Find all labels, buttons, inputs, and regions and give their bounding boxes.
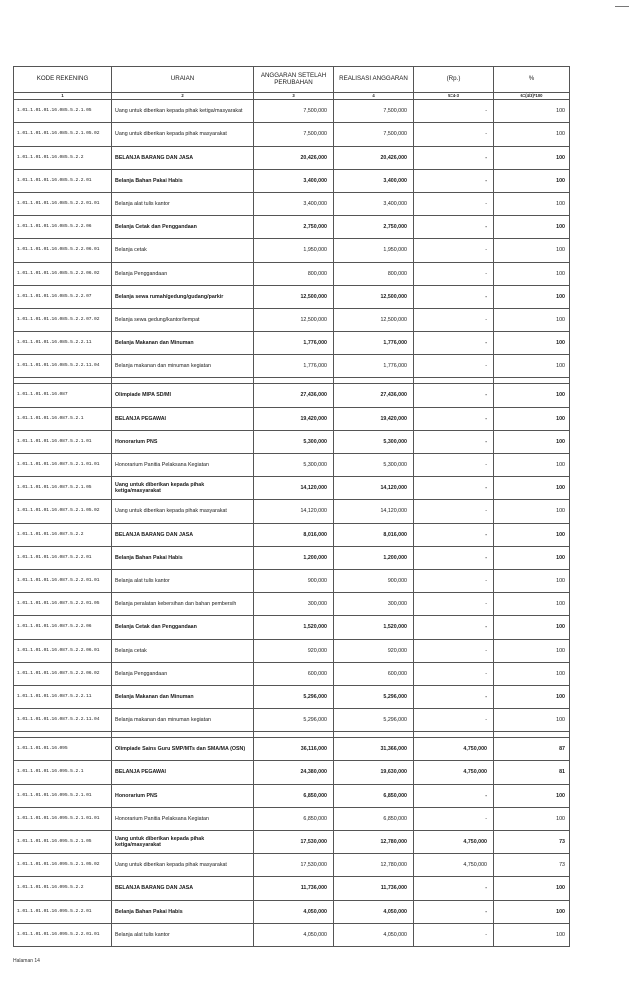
account-code-cell: 1.01.1.01.01.16.095.5.2.1.05.02 <box>14 854 112 877</box>
column-number: 4 <box>334 93 414 100</box>
realization-cell: 5,296,000 <box>334 685 414 708</box>
description-cell: Honorarium Panitia Pelaksana Kegiatan <box>112 807 254 830</box>
percent-cell: 100 <box>494 332 570 355</box>
percent-cell: 100 <box>494 384 570 407</box>
description-cell: BELANJA PEGAWAI <box>112 761 254 784</box>
difference-cell: 4,750,000 <box>414 854 494 877</box>
percent-cell: 100 <box>494 239 570 262</box>
budget-cell: 5,300,000 <box>254 454 334 477</box>
header-uraian: URAIAN <box>112 67 254 93</box>
table-row <box>14 685 570 708</box>
budget-cell: 1,776,000 <box>254 355 334 378</box>
realization-cell: 12,780,000 <box>334 831 414 854</box>
account-code-cell: 1.01.1.01.01.16.095.5.2.1.05 <box>14 831 112 854</box>
table-row <box>14 784 570 807</box>
budget-cell: 24,380,000 <box>254 761 334 784</box>
difference-cell: - <box>414 500 494 523</box>
percent-cell: 100 <box>494 662 570 685</box>
description-cell: Belanja peralatan kebersihan dan bahan pembersih <box>112 593 254 616</box>
table-row <box>14 593 570 616</box>
description-cell: Uang untuk diberikan kepada pihak ketiga/masyarakat <box>112 477 254 500</box>
account-code-cell: 1.01.1.01.01.16.085.5.2.2.11 <box>14 332 112 355</box>
table-row <box>14 900 570 923</box>
account-code-cell: 1.01.1.01.01.16.087 <box>14 384 112 407</box>
difference-cell: - <box>414 569 494 592</box>
account-code-cell: 1.01.1.01.01.16.087.5.2.2.01.01 <box>14 569 112 592</box>
description-cell: Belanja sewa gedung/kantor/tempat <box>112 308 254 331</box>
realization-cell: 4,050,000 <box>334 923 414 946</box>
account-code-cell: 1.01.1.01.01.16.085.5.2.2.07 <box>14 285 112 308</box>
difference-cell: - <box>414 662 494 685</box>
budget-cell: 8,016,000 <box>254 523 334 546</box>
realization-cell: 6,850,000 <box>334 807 414 830</box>
description-cell: Olimpiade MIPA SD/MI <box>112 384 254 407</box>
table-row <box>14 262 570 285</box>
budget-cell: 3,400,000 <box>254 192 334 215</box>
difference-cell: - <box>414 477 494 500</box>
percent-cell: 100 <box>494 146 570 169</box>
budget-cell: 36,116,000 <box>254 738 334 761</box>
table-row <box>14 500 570 523</box>
budget-cell: 1,950,000 <box>254 239 334 262</box>
account-code-cell: 1.01.1.01.01.16.087.5.2.2.06.01 <box>14 639 112 662</box>
difference-cell: - <box>414 877 494 900</box>
budget-cell: 6,850,000 <box>254 807 334 830</box>
description-cell: Belanja cetak <box>112 639 254 662</box>
table-row <box>14 100 570 123</box>
account-code-cell: 1.01.1.01.01.16.087.5.2.1.05 <box>14 477 112 500</box>
difference-cell: - <box>414 593 494 616</box>
realization-cell: 7,500,000 <box>334 123 414 146</box>
percent-cell: 100 <box>494 923 570 946</box>
percent-cell: 100 <box>494 216 570 239</box>
table-row <box>14 523 570 546</box>
budget-cell: 300,000 <box>254 593 334 616</box>
table-row <box>14 384 570 407</box>
percent-cell: 100 <box>494 523 570 546</box>
difference-cell: - <box>414 123 494 146</box>
description-cell: Honorarium Panitia Pelaksana Kegiatan <box>112 454 254 477</box>
realization-cell: 600,000 <box>334 662 414 685</box>
account-code-cell: 1.01.1.01.01.16.095.5.2.1.01.01 <box>14 807 112 830</box>
account-code-cell: 1.01.1.01.01.16.087.5.2.2.11.04 <box>14 709 112 732</box>
header-realisasi: REALISASI ANGGARAN <box>334 67 414 93</box>
description-cell: Uang untuk diberikan kepada pihak masyarakat <box>112 854 254 877</box>
realization-cell: 27,436,000 <box>334 384 414 407</box>
difference-cell: - <box>414 169 494 192</box>
budget-cell: 1,200,000 <box>254 546 334 569</box>
table-row <box>14 146 570 169</box>
budget-cell: 7,500,000 <box>254 100 334 123</box>
budget-cell: 4,050,000 <box>254 923 334 946</box>
table-row <box>14 239 570 262</box>
table-row <box>14 854 570 877</box>
table-row <box>14 192 570 215</box>
realization-cell: 3,400,000 <box>334 169 414 192</box>
difference-cell: 4,750,000 <box>414 738 494 761</box>
description-cell: Belanja Penggandaan <box>112 262 254 285</box>
header-percent: % <box>494 67 570 93</box>
table-row <box>14 123 570 146</box>
description-cell: Uang untuk diberikan kepada pihak ketiga/masyarakat <box>112 831 254 854</box>
percent-cell: 100 <box>494 192 570 215</box>
account-code-cell: 1.01.1.01.01.16.087.5.2.1.01.01 <box>14 454 112 477</box>
budget-cell: 7,500,000 <box>254 123 334 146</box>
difference-cell: 4,750,000 <box>414 761 494 784</box>
percent-cell: 100 <box>494 407 570 430</box>
budget-cell: 5,296,000 <box>254 709 334 732</box>
table-row <box>14 355 570 378</box>
realization-cell: 2,750,000 <box>334 216 414 239</box>
description-cell: Belanja cetak <box>112 239 254 262</box>
percent-cell: 100 <box>494 430 570 453</box>
account-code-cell: 1.01.1.01.01.16.085.5.2.2.01.01 <box>14 192 112 215</box>
percent-cell: 100 <box>494 355 570 378</box>
header-anggaran: ANGGARAN SETELAH PERUBAHAN <box>254 67 334 93</box>
difference-cell: - <box>414 192 494 215</box>
budget-cell: 11,736,000 <box>254 877 334 900</box>
description-cell: BELANJA PEGAWAI <box>112 407 254 430</box>
percent-cell: 100 <box>494 169 570 192</box>
percent-cell: 100 <box>494 308 570 331</box>
account-code-cell: 1.01.1.01.01.16.085.5.2.2.11.04 <box>14 355 112 378</box>
account-code-cell: 1.01.1.01.01.16.095.5.2.2.01 <box>14 900 112 923</box>
budget-cell: 1,776,000 <box>254 332 334 355</box>
account-code-cell: 1.01.1.01.01.16.087.5.2.2.01.05 <box>14 593 112 616</box>
account-code-cell: 1.01.1.01.01.16.087.5.2.1.01 <box>14 430 112 453</box>
percent-cell: 100 <box>494 807 570 830</box>
column-number: 2 <box>112 93 254 100</box>
percent-cell: 73 <box>494 854 570 877</box>
percent-cell: 100 <box>494 639 570 662</box>
percent-cell: 73 <box>494 831 570 854</box>
table-row <box>14 477 570 500</box>
budget-cell: 12,500,000 <box>254 308 334 331</box>
budget-cell: 2,750,000 <box>254 216 334 239</box>
realization-cell: 300,000 <box>334 593 414 616</box>
description-cell: Belanja Bahan Pakai Habis <box>112 900 254 923</box>
difference-cell: - <box>414 807 494 830</box>
budget-cell: 17,530,000 <box>254 854 334 877</box>
description-cell: Olimpiade Sains Guru SMP/MTs dan SMA/MA (OSN) <box>112 738 254 761</box>
realization-cell: 1,520,000 <box>334 616 414 639</box>
difference-cell: - <box>414 262 494 285</box>
realization-cell: 1,776,000 <box>334 355 414 378</box>
table-row <box>14 454 570 477</box>
budget-cell: 800,000 <box>254 262 334 285</box>
account-code-cell: 1.01.1.01.01.16.095.5.2.1.01 <box>14 784 112 807</box>
budget-cell: 5,296,000 <box>254 685 334 708</box>
account-code-cell: 1.01.1.01.01.16.087.5.2.2.01 <box>14 546 112 569</box>
description-cell: Belanja makanan dan minuman kegiatan <box>112 355 254 378</box>
difference-cell: - <box>414 523 494 546</box>
column-number: 5=4-3 <box>414 93 494 100</box>
percent-cell: 100 <box>494 500 570 523</box>
account-code-cell: 1.01.1.01.01.16.085.5.2.2.06 <box>14 216 112 239</box>
budget-cell: 17,530,000 <box>254 831 334 854</box>
percent-cell: 100 <box>494 262 570 285</box>
difference-cell: - <box>414 332 494 355</box>
difference-cell: - <box>414 454 494 477</box>
account-code-cell: 1.01.1.01.01.16.085.5.2.2.07.02 <box>14 308 112 331</box>
percent-cell: 100 <box>494 569 570 592</box>
realization-cell: 19,630,000 <box>334 761 414 784</box>
description-cell: Belanja alat tulis kantor <box>112 569 254 592</box>
realization-cell: 6,850,000 <box>334 784 414 807</box>
table-body <box>14 100 570 947</box>
realization-cell: 900,000 <box>334 569 414 592</box>
description-cell: Belanja Makanan dan Minuman <box>112 332 254 355</box>
column-number: 3 <box>254 93 334 100</box>
difference-cell: - <box>414 900 494 923</box>
percent-cell: 100 <box>494 285 570 308</box>
budget-realization-table <box>13 66 569 947</box>
table-row <box>14 546 570 569</box>
percent-cell: 87 <box>494 738 570 761</box>
budget-cell: 27,436,000 <box>254 384 334 407</box>
account-code-cell: 1.01.1.01.01.16.095.5.2.1 <box>14 761 112 784</box>
table-row <box>14 332 570 355</box>
account-code-cell: 1.01.1.01.01.16.087.5.2.2.11 <box>14 685 112 708</box>
budget-cell: 19,420,000 <box>254 407 334 430</box>
realization-cell: 12,500,000 <box>334 308 414 331</box>
percent-cell: 100 <box>494 477 570 500</box>
percent-cell: 81 <box>494 761 570 784</box>
difference-cell: - <box>414 685 494 708</box>
budget-cell: 14,120,000 <box>254 477 334 500</box>
difference-cell: - <box>414 355 494 378</box>
budget-cell: 14,120,000 <box>254 500 334 523</box>
realization-cell: 1,950,000 <box>334 239 414 262</box>
difference-cell: - <box>414 407 494 430</box>
table-row <box>14 877 570 900</box>
budget-cell: 900,000 <box>254 569 334 592</box>
table-row <box>14 738 570 761</box>
description-cell: Belanja sewa rumah/gedung/gudang/parkir <box>112 285 254 308</box>
budget-cell: 12,500,000 <box>254 285 334 308</box>
corner-mark <box>615 6 629 7</box>
difference-cell: - <box>414 146 494 169</box>
realization-cell: 11,736,000 <box>334 877 414 900</box>
table-row <box>14 616 570 639</box>
budget-cell: 3,400,000 <box>254 169 334 192</box>
difference-cell: 4,750,000 <box>414 831 494 854</box>
percent-cell: 100 <box>494 685 570 708</box>
realization-cell: 12,780,000 <box>334 854 414 877</box>
difference-cell: - <box>414 239 494 262</box>
table-row <box>14 285 570 308</box>
difference-cell: - <box>414 784 494 807</box>
description-cell: Uang untuk diberikan kepada pihak masyarakat <box>112 123 254 146</box>
page-footer: Halaman 14 <box>13 958 40 964</box>
percent-cell: 100 <box>494 593 570 616</box>
difference-cell: - <box>414 430 494 453</box>
column-number: 1 <box>14 93 112 100</box>
percent-cell: 100 <box>494 784 570 807</box>
account-code-cell: 1.01.1.01.01.16.085.5.2.2.06.02 <box>14 262 112 285</box>
percent-cell: 100 <box>494 100 570 123</box>
difference-cell: - <box>414 616 494 639</box>
realization-cell: 19,420,000 <box>334 407 414 430</box>
difference-cell: - <box>414 308 494 331</box>
difference-cell: - <box>414 100 494 123</box>
account-code-cell: 1.01.1.01.01.16.085.5.2.2.01 <box>14 169 112 192</box>
percent-cell: 100 <box>494 546 570 569</box>
description-cell: BELANJA BARANG DAN JASA <box>112 877 254 900</box>
description-cell: Honorarium PNS <box>112 430 254 453</box>
account-code-cell: 1.01.1.01.01.16.087.5.2.2.06.02 <box>14 662 112 685</box>
realization-cell: 20,426,000 <box>334 146 414 169</box>
difference-cell: - <box>414 923 494 946</box>
table-header-row <box>14 67 570 93</box>
table-row <box>14 169 570 192</box>
table-row <box>14 662 570 685</box>
difference-cell: - <box>414 709 494 732</box>
realization-cell: 14,120,000 <box>334 500 414 523</box>
budget-cell: 4,050,000 <box>254 900 334 923</box>
realization-cell: 1,776,000 <box>334 332 414 355</box>
realization-cell: 800,000 <box>334 262 414 285</box>
table-row <box>14 923 570 946</box>
table-row <box>14 308 570 331</box>
realization-cell: 920,000 <box>334 639 414 662</box>
column-number: 6=(4/3)*100 <box>494 93 570 100</box>
table-row <box>14 709 570 732</box>
percent-cell: 100 <box>494 454 570 477</box>
realization-cell: 5,296,000 <box>334 709 414 732</box>
percent-cell: 100 <box>494 900 570 923</box>
account-code-cell: 1.01.1.01.01.16.085.5.2.1.05.02 <box>14 123 112 146</box>
description-cell: Belanja Cetak dan Penggandaan <box>112 616 254 639</box>
realization-cell: 12,500,000 <box>334 285 414 308</box>
percent-cell: 100 <box>494 877 570 900</box>
account-code-cell: 1.01.1.01.01.16.085.5.2.1.05 <box>14 100 112 123</box>
realization-cell: 3,400,000 <box>334 192 414 215</box>
header-kode-rekening: KODE REKENING <box>14 67 112 93</box>
description-cell: Belanja alat tulis kantor <box>112 192 254 215</box>
realization-cell: 7,500,000 <box>334 100 414 123</box>
difference-cell: - <box>414 384 494 407</box>
budget-cell: 600,000 <box>254 662 334 685</box>
account-code-cell: 1.01.1.01.01.16.087.5.2.2 <box>14 523 112 546</box>
description-cell: Belanja Bahan Pakai Habis <box>112 169 254 192</box>
budget-cell: 5,300,000 <box>254 430 334 453</box>
description-cell: Belanja Cetak dan Penggandaan <box>112 216 254 239</box>
table-row <box>14 430 570 453</box>
percent-cell: 100 <box>494 616 570 639</box>
account-code-cell: 1.01.1.01.01.16.087.5.2.1 <box>14 407 112 430</box>
description-cell: BELANJA BARANG DAN JASA <box>112 523 254 546</box>
realization-cell: 5,300,000 <box>334 454 414 477</box>
description-cell: Honorarium PNS <box>112 784 254 807</box>
column-number-row <box>14 93 570 100</box>
table-row <box>14 639 570 662</box>
budget-cell: 920,000 <box>254 639 334 662</box>
description-cell: Uang untuk diberikan kepada pihak ketiga/masyarakat <box>112 100 254 123</box>
budget-cell: 1,520,000 <box>254 616 334 639</box>
realization-cell: 14,120,000 <box>334 477 414 500</box>
description-cell: Belanja alat tulis kantor <box>112 923 254 946</box>
table-row <box>14 831 570 854</box>
budget-cell: 6,850,000 <box>254 784 334 807</box>
description-cell: Belanja Penggandaan <box>112 662 254 685</box>
budget-cell: 20,426,000 <box>254 146 334 169</box>
account-code-cell: 1.01.1.01.01.16.095.5.2.2 <box>14 877 112 900</box>
table-row <box>14 216 570 239</box>
realization-cell: 4,050,000 <box>334 900 414 923</box>
table-row <box>14 807 570 830</box>
account-code-cell: 1.01.1.01.01.16.087.5.2.2.06 <box>14 616 112 639</box>
table-row <box>14 407 570 430</box>
account-code-cell: 1.01.1.01.01.16.095.5.2.2.01.01 <box>14 923 112 946</box>
difference-cell: - <box>414 546 494 569</box>
description-cell: BELANJA BARANG DAN JASA <box>112 146 254 169</box>
percent-cell: 100 <box>494 709 570 732</box>
header-rp: (Rp.) <box>414 67 494 93</box>
account-code-cell: 1.01.1.01.01.16.085.5.2.2.06.01 <box>14 239 112 262</box>
description-cell: Belanja Makanan dan Minuman <box>112 685 254 708</box>
realization-cell: 1,200,000 <box>334 546 414 569</box>
difference-cell: - <box>414 639 494 662</box>
account-code-cell: 1.01.1.01.01.16.085.5.2.2 <box>14 146 112 169</box>
table-row <box>14 761 570 784</box>
realization-cell: 5,300,000 <box>334 430 414 453</box>
percent-cell: 100 <box>494 123 570 146</box>
description-cell: Belanja Bahan Pakai Habis <box>112 546 254 569</box>
difference-cell: - <box>414 285 494 308</box>
table-row <box>14 569 570 592</box>
realization-cell: 31,366,000 <box>334 738 414 761</box>
account-code-cell: 1.01.1.01.01.16.095 <box>14 738 112 761</box>
description-cell: Uang untuk diberikan kepada pihak masyarakat <box>112 500 254 523</box>
realization-cell: 8,016,000 <box>334 523 414 546</box>
account-code-cell: 1.01.1.01.01.16.087.5.2.1.05.02 <box>14 500 112 523</box>
description-cell: Belanja makanan dan minuman kegiatan <box>112 709 254 732</box>
difference-cell: - <box>414 216 494 239</box>
